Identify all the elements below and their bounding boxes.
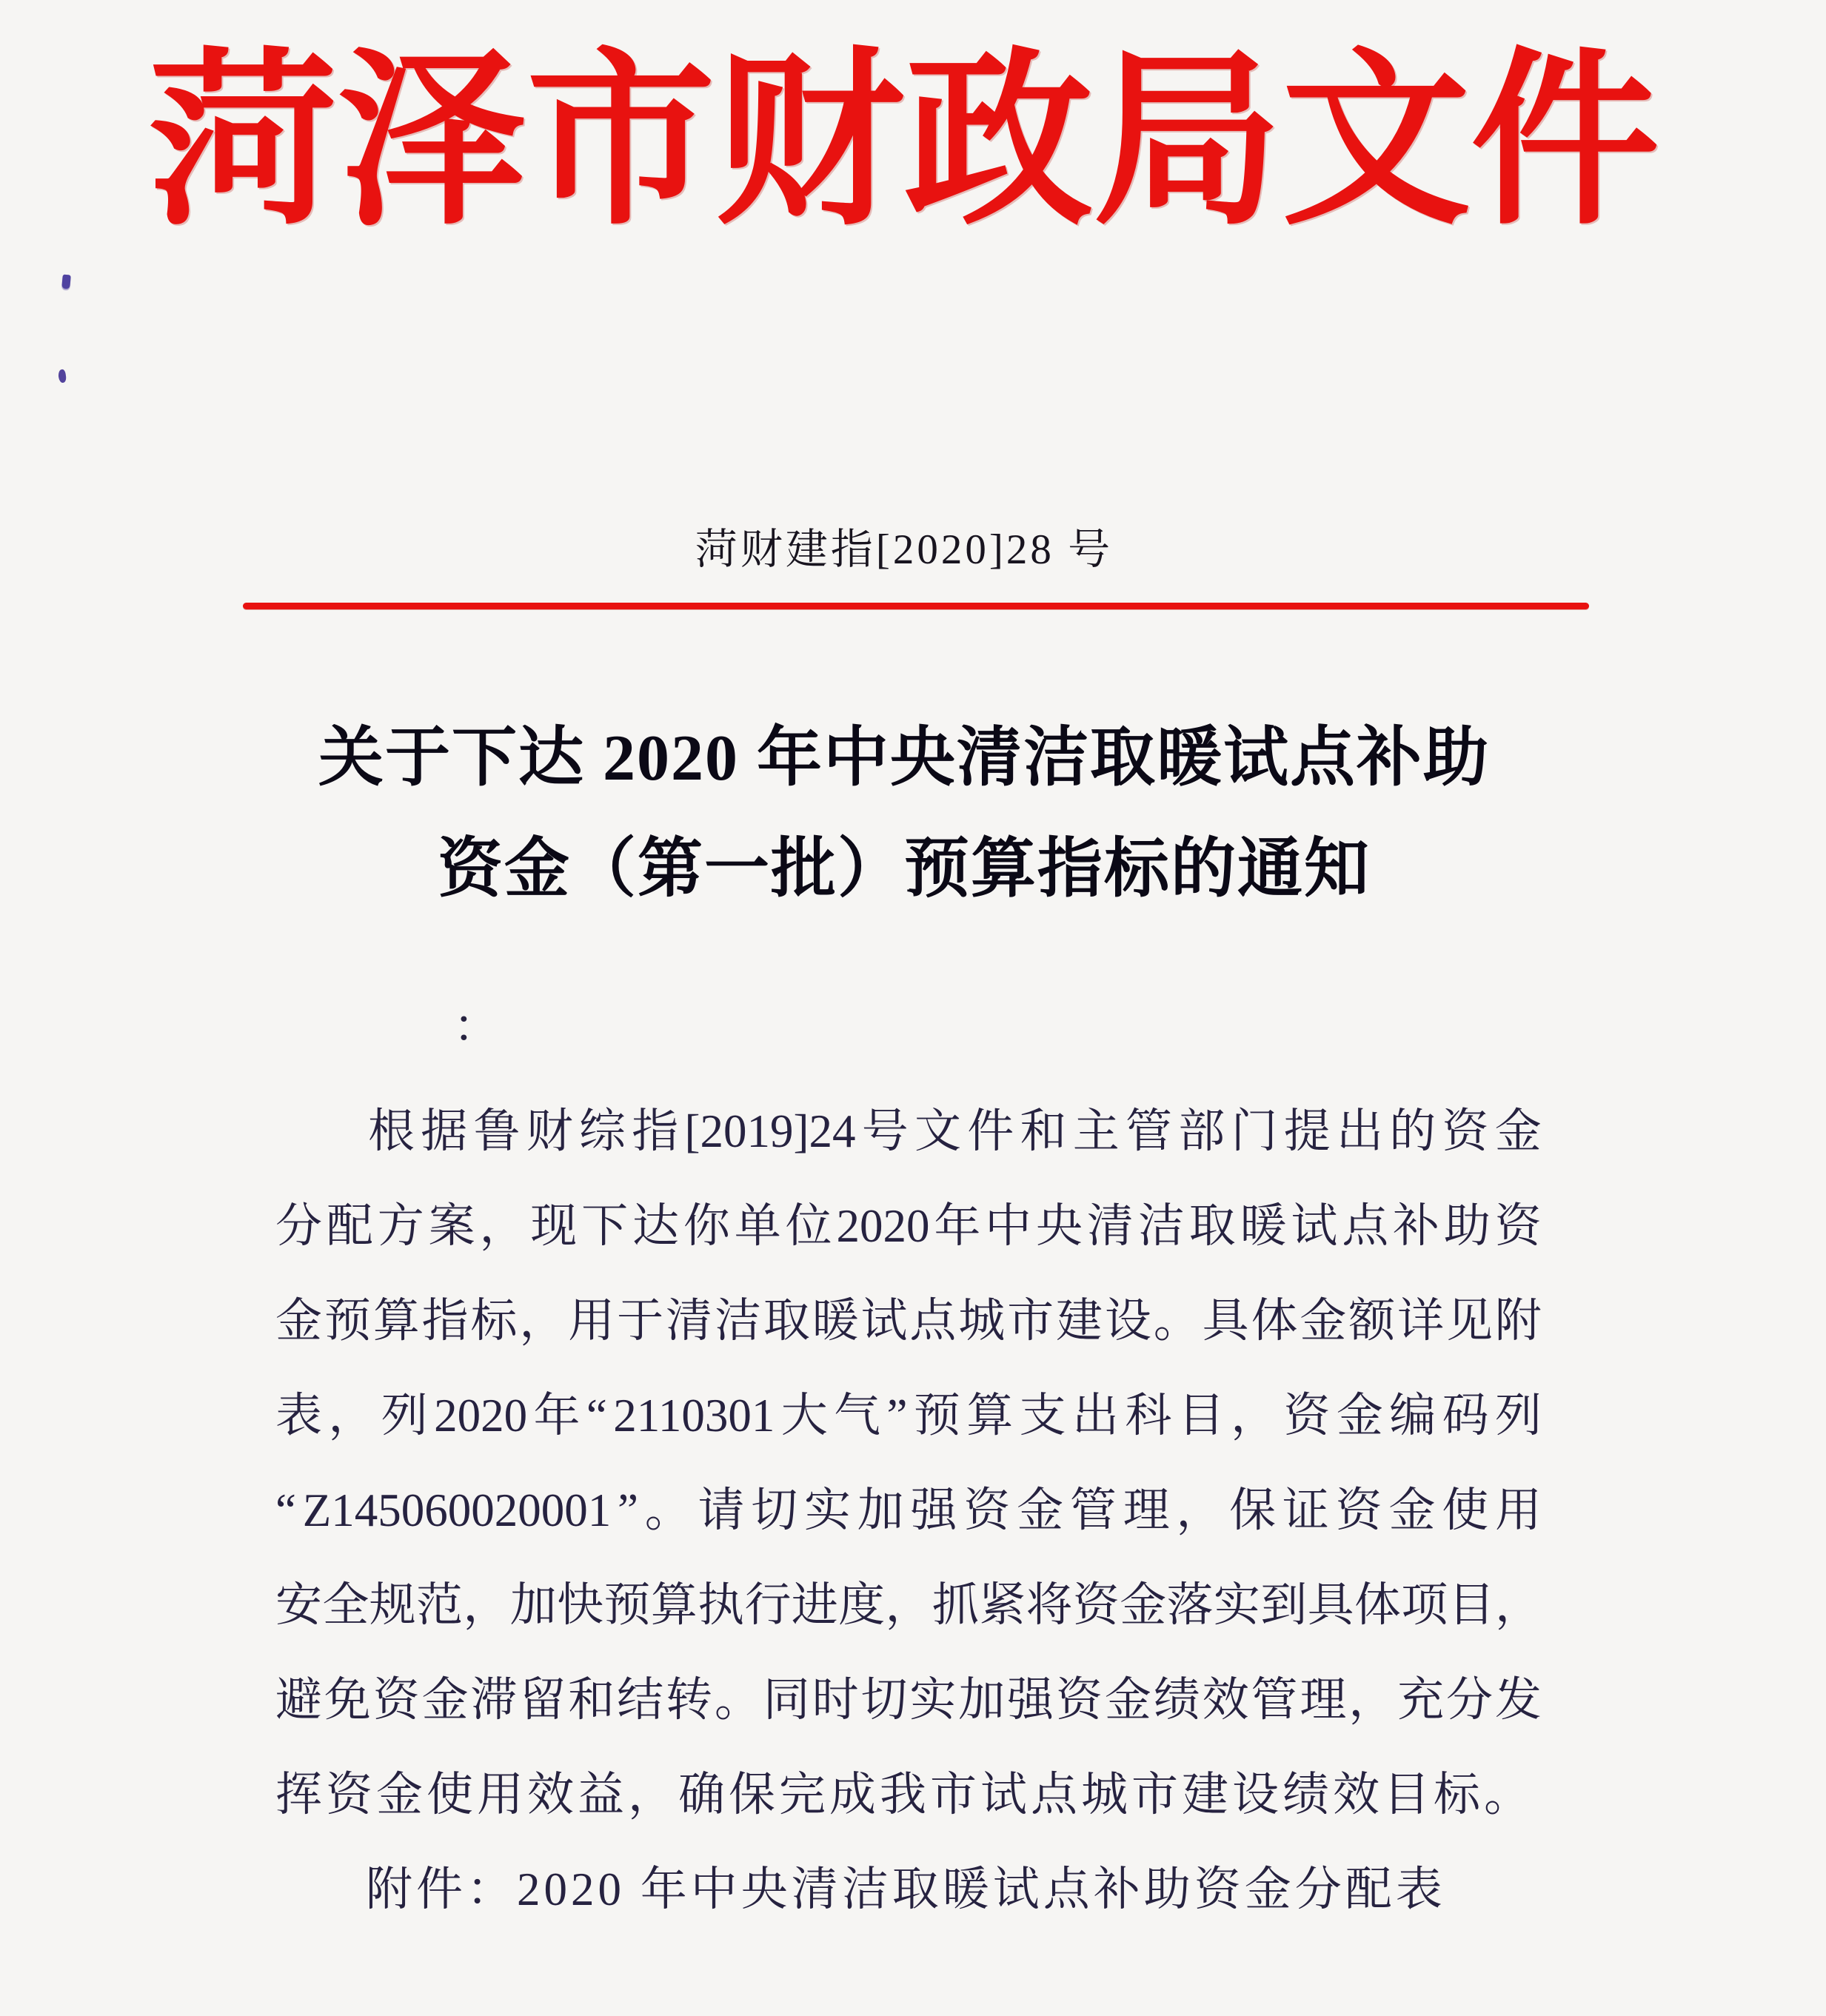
attachment-line: 附件：2020 年中央清洁取暖试点补助资金分配表 [366,1863,1446,1915]
body-line: 金 预 算 指 标 ， 用 于 清 洁 取 暖 试 点 城 市 建 设 。 具 体 金 额 详 见 附 [275,1295,1542,1347]
body-line: 避 免 资 金 滞 留 和 结 转 。 同 时 切 实 加 强 资 金 绩 效 管 理 ， 充 分 发 [275,1674,1542,1726]
ink-smudge-artifact [61,275,71,289]
document-reference-number: 菏财建指[2020]28 号 [695,526,1114,573]
body-line: 表 ， 列 2020 年 “ 2110301 大 气 ” 预 算 支 出 科 目 ， 资 金 编 码 列 [275,1390,1542,1441]
body-line: 安 全 规 范 ， 加 快 预 算 执 行 进 度 ， 抓 紧 将 资 金 落 实 到 具 体 项 目 ， [275,1579,1542,1631]
addressee-colon: ： [453,1002,500,1052]
body-line: 挥资金使用效益，确保完成我市试点城市建设绩效目标。 [275,1769,1534,1821]
document-title [0,703,1808,925]
document-title-line-1: 关于下达 2020 年中央清洁取暖试点补助 [318,723,1490,794]
agency-masthead: 菏泽市财政局文件 [148,38,1659,247]
document-title-line-2: 资金（第一批）预算指标的通知 [437,834,1371,905]
body-line: “ Z145060020001 ” 。 请 切 实 加 强 资 金 管 理 ， 保 证 资 金 使 用 [275,1484,1542,1536]
ink-smudge-artifact [58,369,67,383]
body-line: 分 配 方 案 ， 现 下 达 你 单 位 2020 年 中 央 清 洁 取 暖 试 点 补 助 资 [275,1200,1542,1252]
red-divider-rule [243,603,1589,609]
body-line: 根 据 鲁 财 综 指 [2019]24 号 文 件 和 主 管 部 门 提 出 的 资 金 [368,1105,1542,1157]
